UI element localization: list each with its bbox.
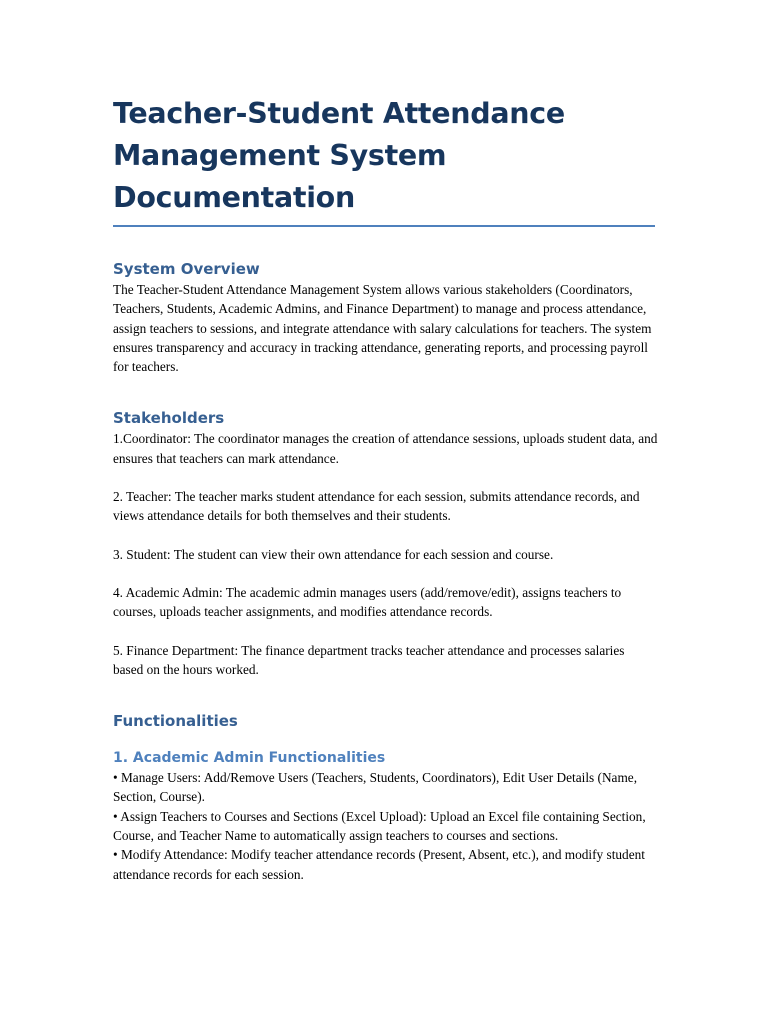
academic-admin-functionalities-heading: 1. Academic Admin Functionalities <box>113 750 386 767</box>
stakeholder-item: 5. Finance Department: The finance department tracks teacher attendance and processes salaries based on the hours worked. <box>113 642 625 677</box>
stakeholder-item: 4. Academic Admin: The academic admin manages users (add/remove/edit), assigns teachers to courses, uploads teacher assignments, and modifies attendance records. <box>113 584 622 620</box>
document-title-line-2: Management System Documentation <box>113 139 447 214</box>
stakeholder-item: 3. Student: The student can view their own attendance for each session and course. <box>113 546 554 562</box>
stakeholders-section <box>113 408 658 679</box>
functionalities-section <box>113 711 658 884</box>
functionality-bullet: • Modify Attendance: Modify teacher attendance records (Present, Absent, etc.), and modify student attendance records for each session. <box>113 847 645 882</box>
system-overview-heading: System Overview <box>113 260 260 278</box>
stakeholder-item: 1.Coordinator: The coordinator manages the creation of attendance sessions, uploads student data, and ensures that teachers can mark attendance. <box>113 431 658 466</box>
stakeholder-item: 2. Teacher: The teacher marks student attendance for each session, submits attendance records, and views attendance details for both themselves and their students. <box>113 489 640 524</box>
functionality-bullet: • Manage Users: Add/Remove Users (Teachers, Students, Coordinators), Edit User Details (Name, Section, Course). <box>113 770 638 805</box>
system-overview-body: The Teacher-Student Attendance Management System allows various stakeholders (Coordinators, Teachers, Students, Academic Admins, and Finance Department) to manage and process attendance, assign teachers to sessions, and integrate attendance with salary calculations for teachers. The system ensures transparency and accuracy in tracking attendance, generating reports, and processing payroll for teachers. <box>113 282 652 375</box>
stakeholders-heading: Stakeholders <box>113 409 225 428</box>
functionalities-heading: Functionalities <box>113 712 238 731</box>
document-title-line-1: Teacher-Student Attendance <box>113 97 565 130</box>
document-title <box>113 93 658 219</box>
title-underline <box>113 225 655 227</box>
document-page <box>113 93 658 884</box>
functionality-bullet: • Assign Teachers to Courses and Sections (Excel Upload): Upload an Excel file containing Section, Course, and Teacher Name to automatically assign teachers to courses and sections. <box>113 808 646 844</box>
system-overview-section <box>113 259 658 376</box>
